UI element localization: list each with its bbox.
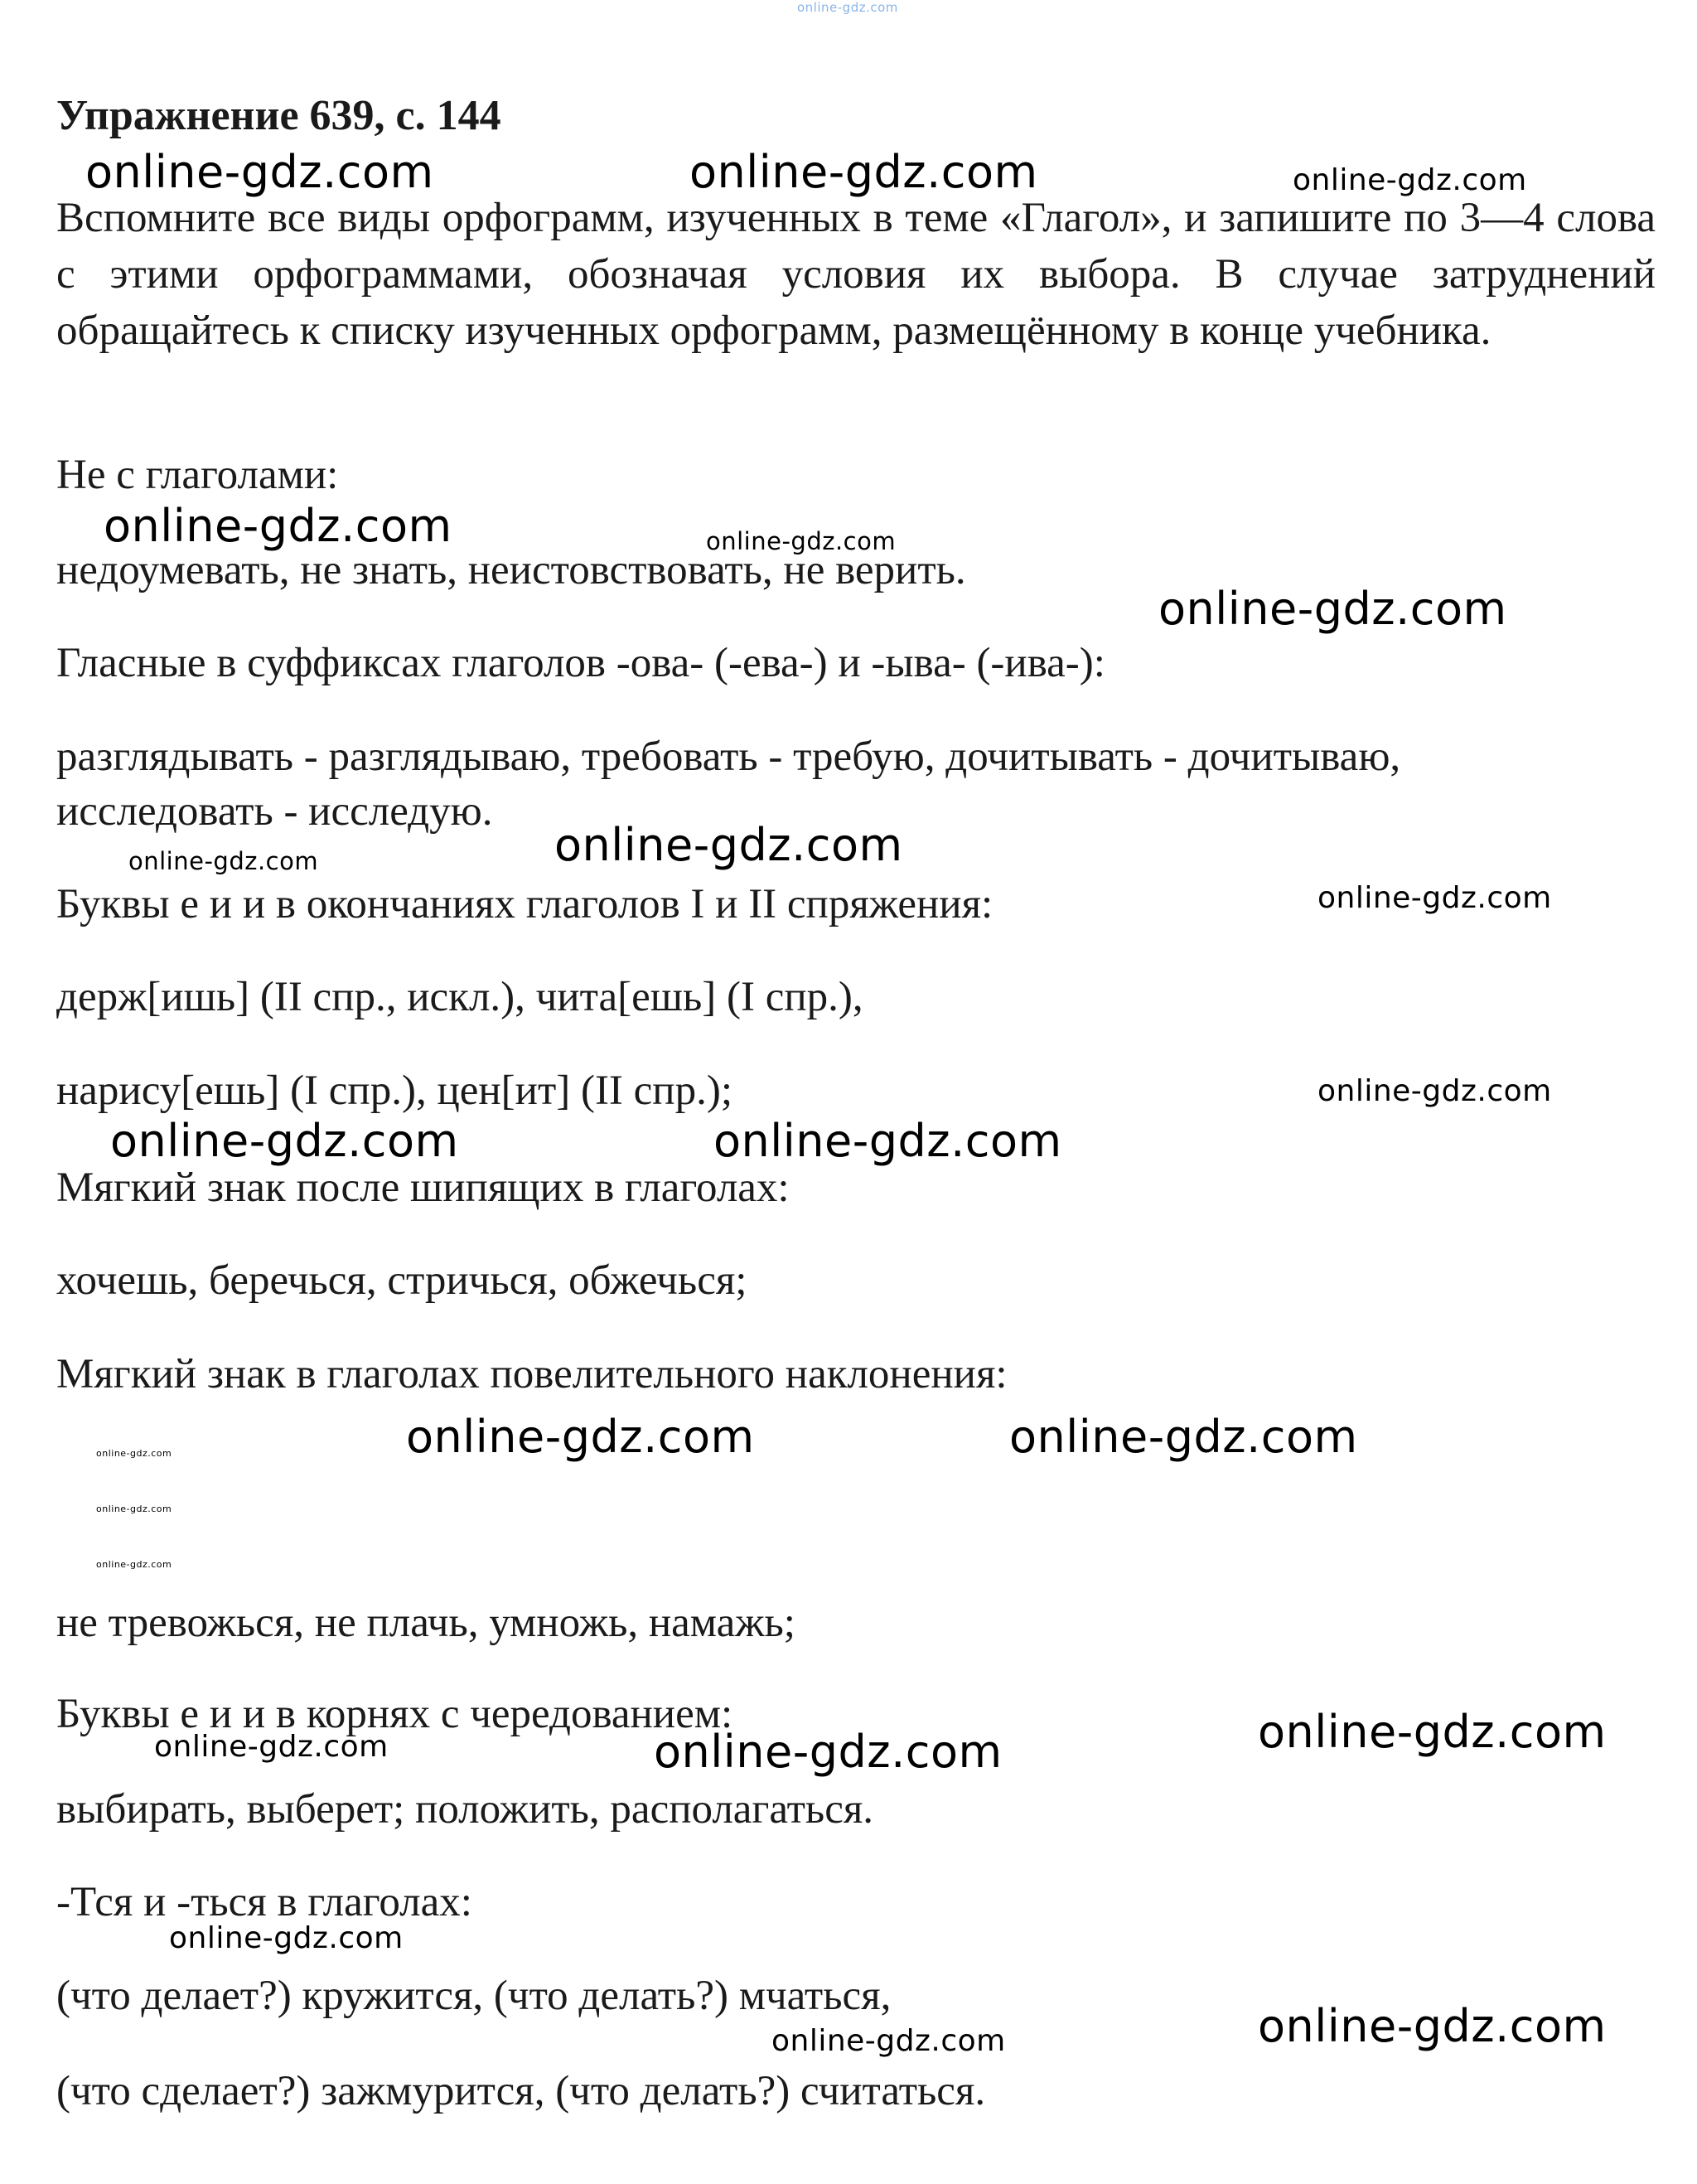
watermark: online-gdz.com [1317,881,1552,915]
heading-root-alternation: Буквы е и и в корнях с чередованием: [56,1691,733,1737]
watermark: online-gdz.com [713,1115,1062,1167]
watermark: online-gdz.com [96,1504,172,1514]
answer-line: разглядывать - разглядываю, требовать - требую, дочитывать - дочитываю, [56,734,1401,780]
watermark: online-gdz.com [1317,1074,1552,1108]
exercise-title: Упражнение 639, с. 144 [56,92,501,139]
watermark: online-gdz.com [554,819,903,871]
watermark: online-gdz.com [104,500,452,552]
answer-line: недоумевать, не знать, неистовствовать, не верить. [56,547,966,593]
heading-soft-sign-imperative: Мягкий знак в глаголах повелительного наклонения: [56,1351,1008,1397]
watermark: online-gdz.com [169,1921,404,1955]
watermark: online-gdz.com [1258,1706,1607,1758]
watermark: online-gdz.com [1009,1411,1358,1463]
answer-line: хочешь, беречься, стричься, обжечься; [56,1257,747,1304]
answer-line: не тревожься, не плачь, умножь, намажь; [56,1600,795,1646]
watermark: online-gdz.com [406,1411,755,1463]
heading-endings: Буквы е и и в окончаниях глаголов I и II спряжения: [56,881,994,927]
watermark: online-gdz.com [96,1448,172,1459]
task-text: Вспомните все виды орфограмм, изученных в теме «Глагол», и запишите по 3—4 слова с этими орфограммами, обозначая условия их выбора. В случае затруднений обращайтесь к списку изученных орфограмм, размещённому в конце учебника. [56,195,1656,354]
answer-line: (что делает?) кружится, (что делать?) мчаться, [56,1973,892,2019]
watermark: online-gdz.com [1293,163,1527,197]
heading-soft-sign-sibilants: Мягкий знак после шипящих в глаголах: [56,1165,790,1211]
answer-line: (что сделает?) зажмурится, (что делать?) считаться. [56,2068,986,2114]
watermark: online-gdz.com [689,146,1038,198]
watermark: online-gdz.com [85,146,434,198]
watermark: online-gdz.com [706,527,897,555]
watermark: online-gdz.com [1258,2000,1607,2052]
watermark: online-gdz.com [110,1115,459,1167]
watermark: online-gdz.com [771,2024,1006,2058]
watermark: online-gdz.com [1158,583,1507,635]
heading-tsya-tsya: -Тся и -ться в глаголах: [56,1879,472,1925]
answer-line: исследовать - исследую. [56,788,493,835]
answer-line: выбирать, выберет; положить, располагаться. [56,1786,874,1833]
heading-ne-s-glagolami: Не с глаголами: [56,452,339,498]
answer-line: нарису[ешь] (I спр.), цен[ит] (II спр.); [56,1068,732,1114]
header-watermark: online-gdz.com [797,0,898,15]
watermark: online-gdz.com [96,1559,172,1570]
heading-suffixes: Гласные в суффиксах глаголов -ова- (-ева-) и -ыва- (-ива-): [56,640,1105,686]
watermark: online-gdz.com [154,1730,389,1764]
watermark: online-gdz.com [128,847,319,875]
watermark: online-gdz.com [654,1726,1003,1778]
answer-line: держ[ишь] (II спр., искл.), чита[ешь] (I спр.), [56,974,863,1020]
